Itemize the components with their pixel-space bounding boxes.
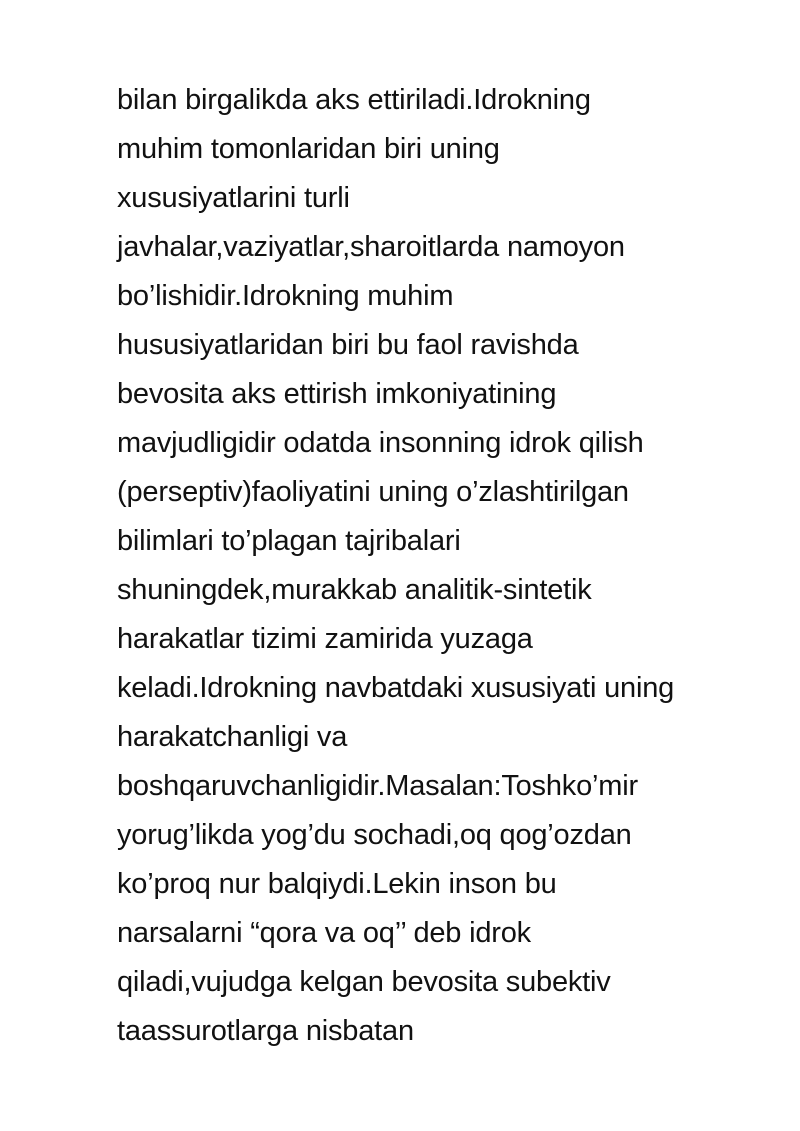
- text-line: qiladi,vujudga kelgan bevosita subektiv: [117, 966, 611, 998]
- text-line: harakatchanligi va: [117, 721, 348, 753]
- text-line: yorug’likda yog’du sochadi,oq qog’ozdan: [117, 819, 632, 851]
- text-line: harakatlar tizimi zamirida yuzaga: [117, 623, 533, 655]
- text-line: keladi.Idrokning navbatdaki xususiyati uning: [117, 672, 675, 704]
- text-line: xususiyatlarini turli: [117, 182, 350, 214]
- text-line: boshqaruvchanligidir.Masalan:Toshko’mir: [117, 770, 638, 802]
- body-text: [117, 76, 777, 1056]
- text-line: (perseptiv)faoliyatini uning o’zlashtirilgan: [117, 476, 629, 508]
- text-line: bilimlari to’plagan tajribalari: [117, 525, 461, 557]
- text-line: javhalar,vaziyatlar,sharoitlarda namoyon: [117, 231, 625, 263]
- text-line: narsalarni “qora va oq’’ deb idrok: [117, 917, 531, 949]
- text-line: bevosita aks ettirish imkoniyatining: [117, 378, 557, 410]
- text-line: hususiyatlaridan biri bu faol ravishda: [117, 329, 579, 361]
- text-line: ko’proq nur balqiydi.Lekin inson bu: [117, 868, 557, 900]
- text-line: shuningdek,murakkab analitik-sintetik: [117, 574, 592, 606]
- text-line: taassurotlarga nisbatan: [117, 1015, 414, 1047]
- text-line: bo’lishidir.Idrokning muhim: [117, 280, 454, 312]
- text-line: muhim tomonlaridan biri uning: [117, 133, 500, 165]
- text-line: bilan birgalikda aks ettiriladi.Idrokning: [117, 84, 591, 116]
- text-line: mavjudligidir odatda insonning idrok qilish: [117, 427, 644, 459]
